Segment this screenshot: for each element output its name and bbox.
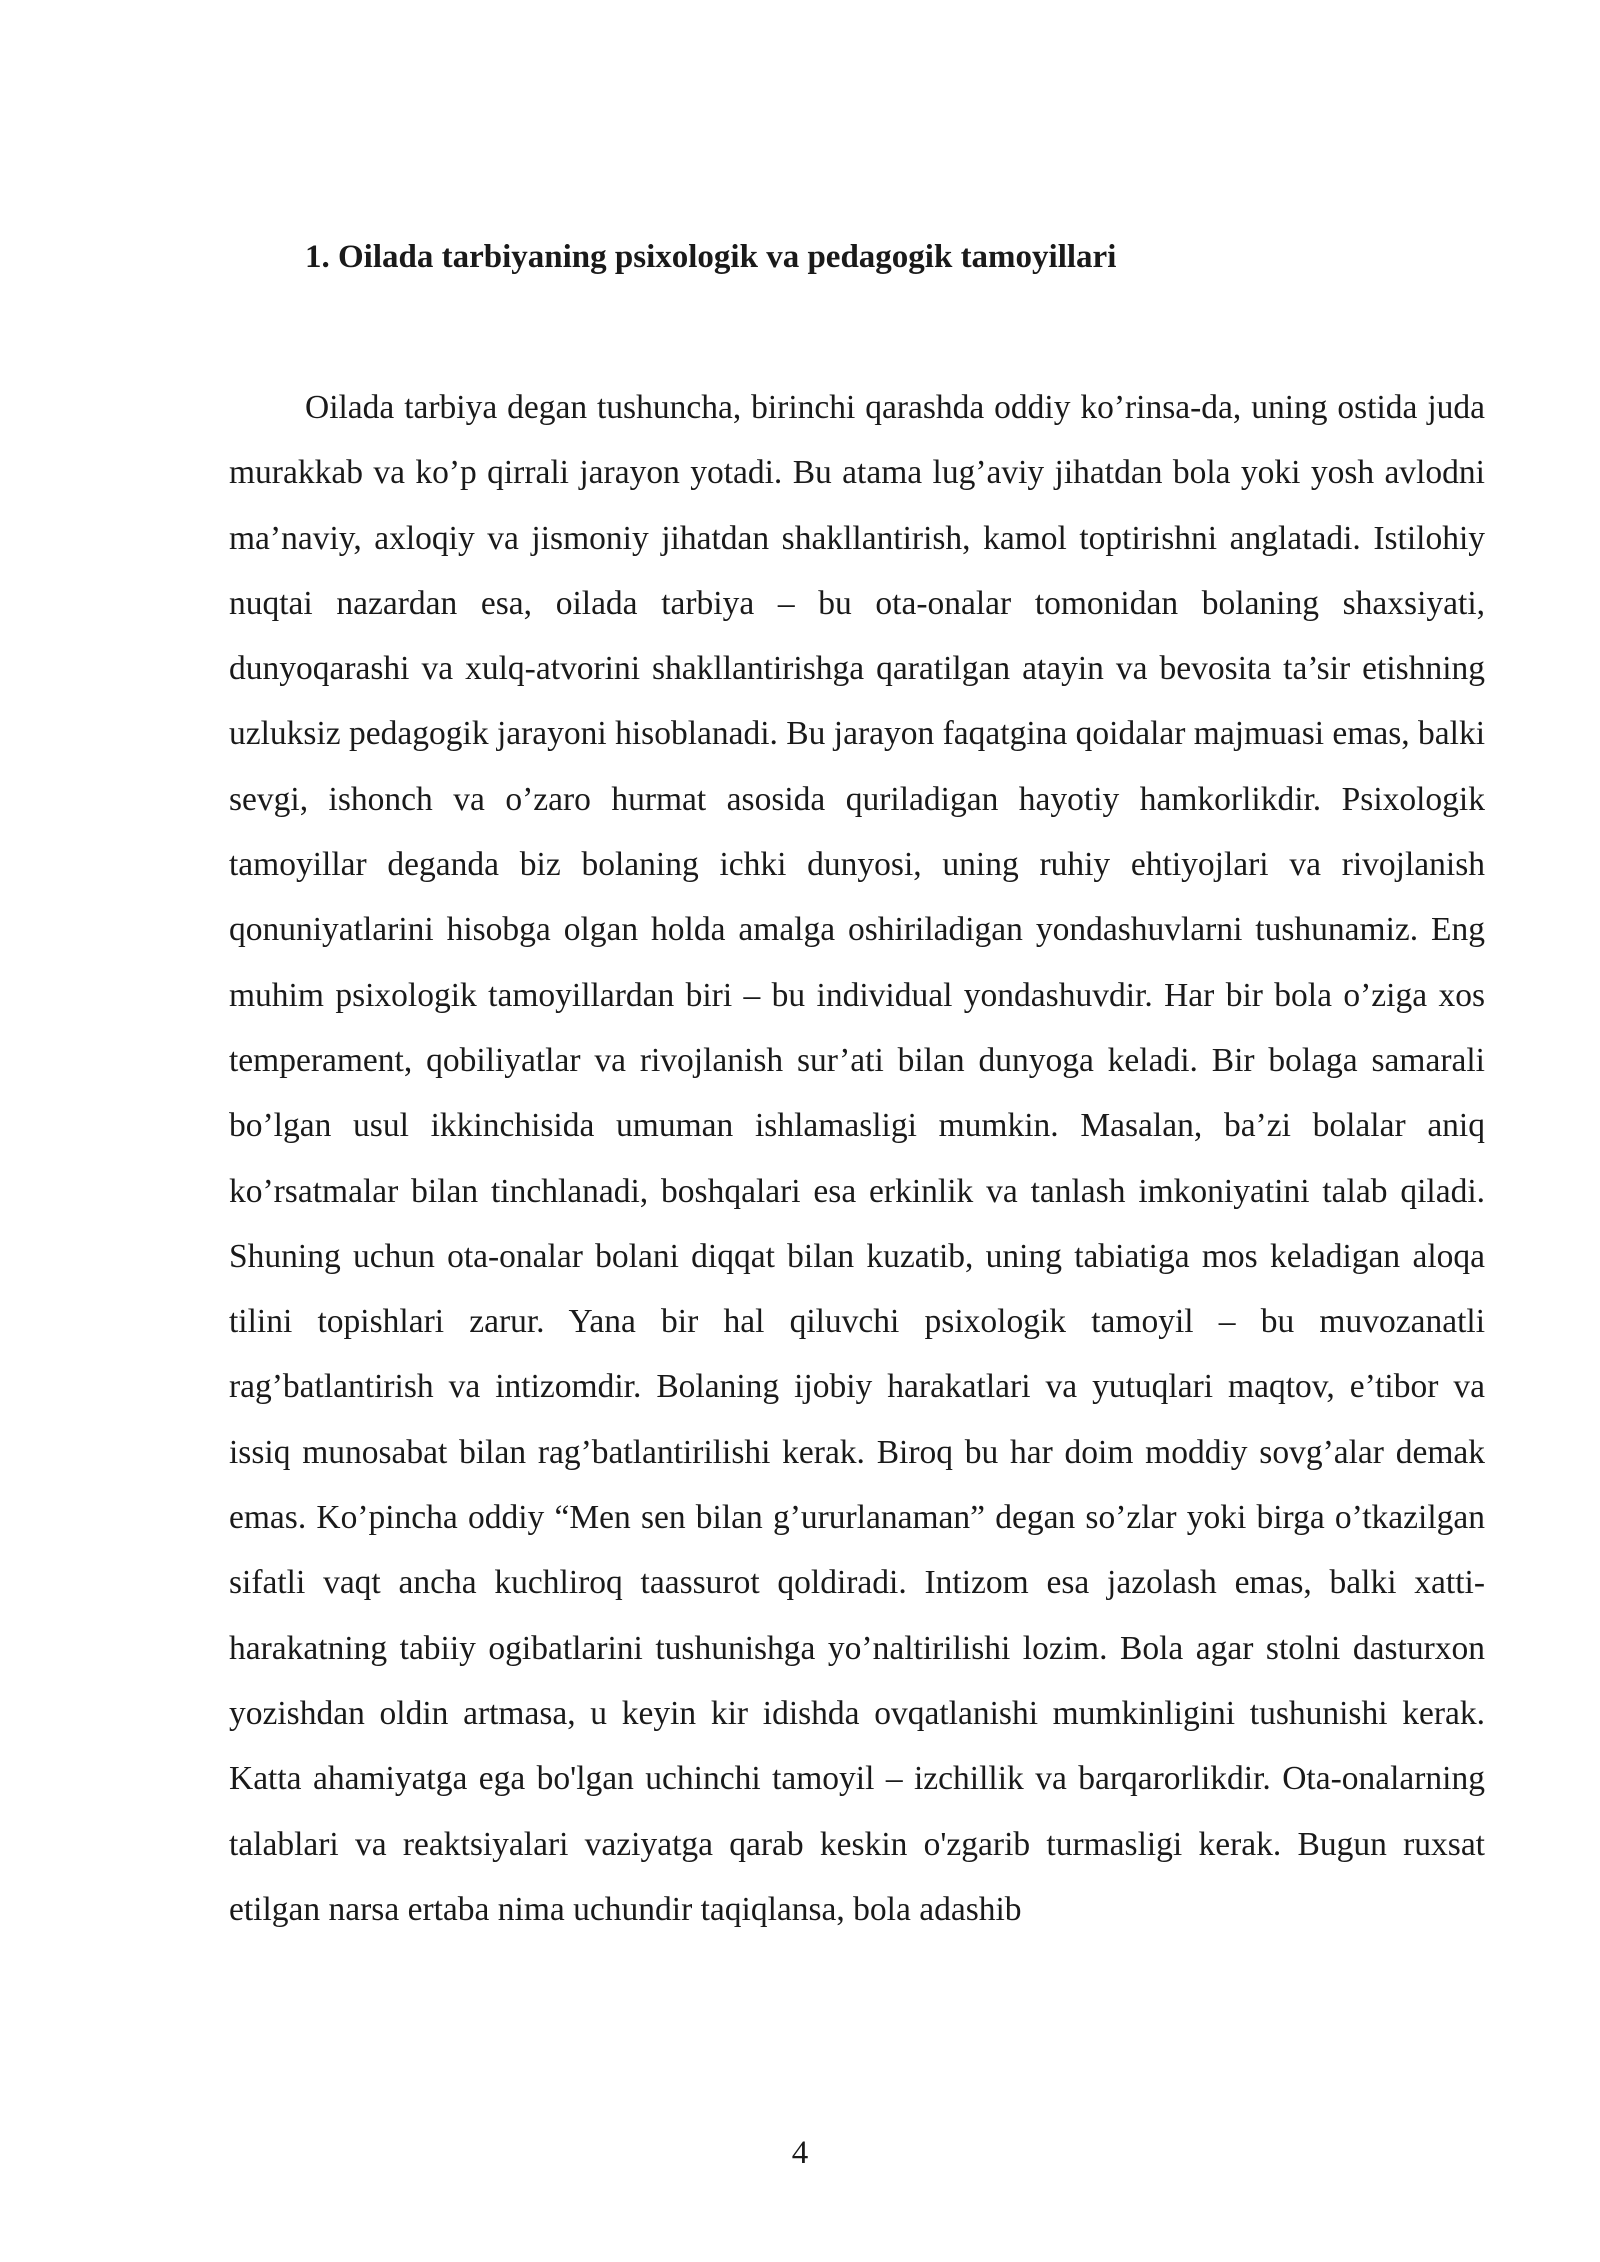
section-heading: 1. Oilada tarbiyaning psixologik va pedagogik tamoyillari (305, 239, 1117, 275)
page-number: 4 (791, 2135, 809, 2171)
body-paragraph: Oilada tarbiya degan tushuncha, birinchi qarashda oddiy ko’rinsa-da, uning ostida juda murakkab va ko’p qirrali jarayon yotadi. Bu atama lug’aviy jihatdan bola yoki yosh avlodni ma’naviy, axloqiy va jismoniy jihatdan shakllantirish, kamol toptirishni anglatadi. Istilohiy nuqtai nazardan esa, oilada tarbiya – bu ota-onalar tomonidan bolaning shaxsiyati, dunyoqarashi va xulq-atvorini shakllantirishga qaratilgan atayin va bevosita ta’sir etishning uzluksiz pedagogik jarayoni hisoblanadi. Bu jarayon faqatgina qoidalar majmuasi emas, balki sevgi, ishonch va o’zaro hurmat asosida quriladigan hayotiy hamkorlikdir. Psixologik tamoyillar deganda biz bolaning ichki dunyosi, uning ruhiy ehtiyojlari va rivojlanish qonuniyatlarini hisobga olgan holda amalga oshiriladigan yondashuvlarni tushunamiz. Eng muhim psixologik tamoyillardan biri – bu individual yondashuvdir. Har bir bola o’ziga xos temperament, qobiliyatlar va rivojlanish sur’ati bilan dunyoga keladi. Bir bolaga samarali bo’lgan usul ikkinchisida umuman ishlamasligi mumkin. Masalan, ba’zi bolalar aniq ko’rsatmalar bilan tinchlanadi, boshqalari esa erkinlik va tanlash imkoniyatini talab qiladi. Shuning uchun ota-onalar bolani diqqat bilan kuzatib, uning tabiatiga mos keladigan aloqa tilini topishlari zarur. Yana bir hal qiluvchi psixologik tamoyil – bu muvozanatli rag’batlantirish va intizomdir. Bolaning ijobiy harakatlari va yutuqlari maqtov, e’tibor va issiq munosabat bilan rag’batlantirilishi kerak. Biroq bu har doim moddiy sovg’alar demak emas. Ko’pincha oddiy “Men sen bilan g’ururlanaman” degan so’zlar yoki birga o’tkazilgan sifatli vaqt ancha kuchliroq taassurot qoldiradi. Intizom esa jazolash emas, balki xatti-harakatning tabiiy ogibatlarini tushunishga yo’naltirilishi lozim. Bola agar stolni dasturxon yozishdan oldin artmasa, u keyin kir idishda ovqatlanishi mumkinligini tushunishi kerak. Katta ahamiyatga ega bo'lgan uchinchi tamoyil – izchillik va barqarorlikdir. Ota-onalarning talablari va reaktsiyalari vaziyatga qarab keskin o'zgarib turmasligi kerak. Bugun ruxsat etilgan narsa ertaba nima uchundir taqiqlansa, bola adashib (229, 389, 1485, 1928)
